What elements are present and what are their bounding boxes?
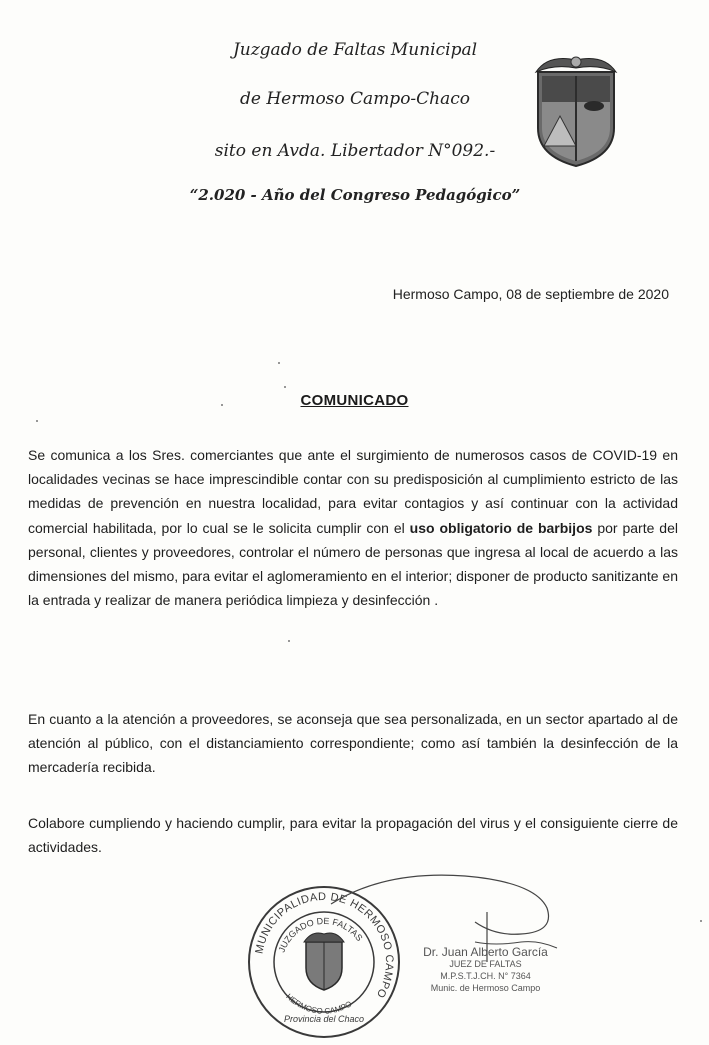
signature-block xyxy=(398,946,573,994)
seal-outer-text: MUNICIPALIDAD DE HERMOSO CAMPO xyxy=(253,890,396,1001)
signer-name: Dr. Juan Alberto García xyxy=(423,945,548,959)
document-date: Hermoso Campo, 08 de septiembre de 2020 xyxy=(392,286,669,302)
header-location: de Hermoso Campo-Chaco xyxy=(239,89,471,109)
paragraph-1: Se comunica a los Sres. comerciantes que ante el surgimiento de numerosos casos de COVID-19 en localidades vecinas se hace imprescindible contar con su predisposición al cumplimiento estricto de las medidas de prevención en nuestra localidad, para evitar contagios y así continuar con la actividad comercial habilitada, por lo cual se le solicita cumplir con el uso obligatorio de barbijos por parte del personal, clientes y proveedores, controlar el número de personas que ingresa al local de acuerdo a las dimensiones del mismo, para evitar el aglomeramiento en el interior; disponer de producto sanitizante en la entrada y realizar de manera periódica limpieza y desinfección . xyxy=(28,447,678,609)
seal-inner-text: JUZGADO DE FALTAS xyxy=(276,915,365,954)
signer-municipality: Munic. de Hermoso Campo xyxy=(430,983,541,993)
paragraph-3: Colabore cumpliendo y haciendo cumplir, para evitar la propagación del virus y el consiguiente cierre de actividades. xyxy=(28,815,678,856)
signer-registration: M.P.S.T.J.CH. N° 7364 xyxy=(440,971,531,981)
header-motto: “2.020 - Año del Congreso Pedagógico” xyxy=(189,186,521,204)
svg-text:HERMOSO CAMPO xyxy=(284,992,353,1016)
header-address: sito en Avda. Libertador N°092.- xyxy=(214,141,496,161)
document-title: COMUNICADO xyxy=(300,392,409,409)
paragraph-2: En cuanto a la atención a proveedores, se aconseja que sea personalizada, en un sector apartado al de atención al público, con el distanciamiento correspondiente; como así también la desinfección de la mercadería recibida. xyxy=(28,711,678,776)
header-court-name: Juzgado de Faltas Municipal xyxy=(232,40,478,60)
seal-bottom-text-1: HERMOSO CAMPO xyxy=(284,991,354,1016)
signer-role: JUEZ DE FALTAS xyxy=(449,959,522,969)
bold-mask-requirement: uso obligatorio de barbijos xyxy=(409,519,593,536)
coat-of-arms-icon xyxy=(528,50,624,170)
seal-bottom-text-2: Provincia del Chaco xyxy=(283,1014,365,1024)
